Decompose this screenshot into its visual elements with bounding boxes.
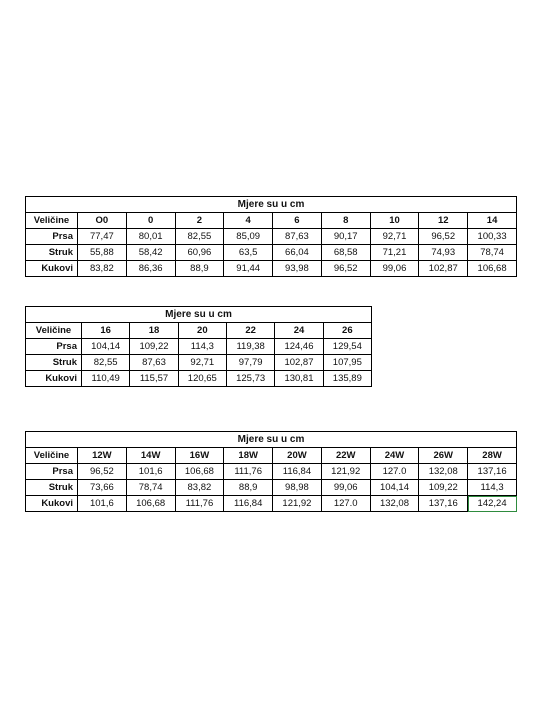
value-cell[interactable]: 82,55	[175, 229, 224, 245]
header-row	[26, 448, 517, 464]
header-row	[26, 323, 372, 339]
value-cell[interactable]: 63,5	[224, 245, 273, 261]
size-header-cell[interactable]: 6	[273, 213, 322, 229]
table-row	[26, 261, 517, 277]
value-cell[interactable]: 129,54	[323, 339, 371, 355]
value-cell[interactable]: 101,6	[126, 464, 175, 480]
size-header-cell[interactable]: 12	[419, 213, 468, 229]
value-cell[interactable]: 104,14	[82, 339, 130, 355]
size-header-cell[interactable]: 24	[275, 323, 323, 339]
value-cell[interactable]: 60,96	[175, 245, 224, 261]
value-cell[interactable]: 77,47	[78, 229, 127, 245]
value-cell[interactable]: 116,84	[224, 496, 273, 512]
row-label-cell[interactable]: Kukovi	[26, 496, 78, 512]
value-cell[interactable]: 68,58	[321, 245, 370, 261]
size-header-cell[interactable]: 24W	[370, 448, 419, 464]
value-cell[interactable]: 121,92	[273, 496, 322, 512]
value-cell[interactable]: 121,92	[321, 464, 370, 480]
size-header-cell[interactable]: 14	[468, 213, 517, 229]
size-header-cell[interactable]: 12W	[78, 448, 127, 464]
value-cell[interactable]: 109,22	[130, 339, 178, 355]
row-label-cell[interactable]: Struk	[26, 480, 78, 496]
value-cell[interactable]: 58,42	[126, 245, 175, 261]
value-cell[interactable]: 87,63	[130, 355, 178, 371]
value-cell[interactable]: 78,74	[126, 480, 175, 496]
value-cell[interactable]: 102,87	[275, 355, 323, 371]
value-cell[interactable]: 96,52	[321, 261, 370, 277]
value-cell[interactable]: 73,66	[78, 480, 127, 496]
value-cell[interactable]: 116,84	[273, 464, 322, 480]
value-cell[interactable]: 78,74	[468, 245, 517, 261]
size-header-cell[interactable]: 16	[82, 323, 130, 339]
value-cell[interactable]: 114,3	[468, 480, 517, 496]
size-header-cell[interactable]: 8	[321, 213, 370, 229]
size-header-cell[interactable]: 26	[323, 323, 371, 339]
value-cell[interactable]: 102,87	[419, 261, 468, 277]
value-cell[interactable]: 109,22	[419, 480, 468, 496]
table-title[interactable]: Mjere su u cm	[26, 432, 517, 448]
value-cell[interactable]: 97,79	[226, 355, 274, 371]
value-cell[interactable]: 80,01	[126, 229, 175, 245]
row-label-cell[interactable]: Kukovi	[26, 371, 82, 387]
value-cell[interactable]: 115,57	[130, 371, 178, 387]
value-cell[interactable]: 88,9	[224, 480, 273, 496]
size-header-cell[interactable]: O0	[78, 213, 127, 229]
size-header-cell[interactable]: 22	[226, 323, 274, 339]
value-cell[interactable]: 104,14	[370, 480, 419, 496]
value-cell[interactable]: 83,82	[175, 480, 224, 496]
value-cell[interactable]: 130,81	[275, 371, 323, 387]
value-cell[interactable]: 91,44	[224, 261, 273, 277]
size-table-1	[25, 196, 517, 277]
size-header-cell[interactable]: 0	[126, 213, 175, 229]
value-cell[interactable]: 71,21	[370, 245, 419, 261]
value-cell[interactable]: 132,08	[370, 496, 419, 512]
value-cell[interactable]: 87,63	[273, 229, 322, 245]
size-header-cell[interactable]: 18	[130, 323, 178, 339]
table-row	[26, 339, 372, 355]
value-cell[interactable]: 100,33	[468, 229, 517, 245]
value-cell[interactable]: 90,17	[321, 229, 370, 245]
table-row	[26, 229, 517, 245]
table-row	[26, 371, 372, 387]
value-cell[interactable]: 106,68	[126, 496, 175, 512]
value-cell[interactable]: 106,68	[175, 464, 224, 480]
value-cell[interactable]: 92,71	[370, 229, 419, 245]
header-label-cell[interactable]: Veličine	[26, 213, 78, 229]
value-cell[interactable]: 132,08	[419, 464, 468, 480]
value-cell[interactable]: 135,89	[323, 371, 371, 387]
value-cell[interactable]: 106,68	[468, 261, 517, 277]
size-header-cell[interactable]: 4	[224, 213, 273, 229]
size-header-cell[interactable]: 28W	[468, 448, 517, 464]
value-cell[interactable]: 96,52	[419, 229, 468, 245]
value-cell[interactable]: 127.0	[370, 464, 419, 480]
value-cell[interactable]: 83,82	[78, 261, 127, 277]
selected-value-cell[interactable]: 142,24	[468, 496, 517, 512]
row-label-cell[interactable]: Kukovi	[26, 261, 78, 277]
size-header-cell[interactable]: 14W	[126, 448, 175, 464]
row-label-cell[interactable]: Prsa	[26, 464, 78, 480]
value-cell[interactable]: 111,76	[224, 464, 273, 480]
size-header-cell[interactable]: 18W	[224, 448, 273, 464]
size-header-cell[interactable]: 16W	[175, 448, 224, 464]
size-header-cell[interactable]: 10	[370, 213, 419, 229]
table-row	[26, 464, 517, 480]
size-table-3	[25, 431, 517, 512]
value-cell[interactable]: 127.0	[321, 496, 370, 512]
header-row	[26, 213, 517, 229]
value-cell[interactable]: 114,3	[178, 339, 226, 355]
value-cell[interactable]: 107,95	[323, 355, 371, 371]
table-row	[26, 355, 372, 371]
row-label-cell[interactable]: Struk	[26, 355, 82, 371]
value-cell[interactable]: 101,6	[78, 496, 127, 512]
value-cell[interactable]: 82,55	[82, 355, 130, 371]
value-cell[interactable]: 110,49	[82, 371, 130, 387]
value-cell[interactable]: 111,76	[175, 496, 224, 512]
value-cell[interactable]: 96,52	[78, 464, 127, 480]
value-cell[interactable]: 85,09	[224, 229, 273, 245]
size-header-cell[interactable]: 2	[175, 213, 224, 229]
value-cell[interactable]: 92,71	[178, 355, 226, 371]
size-header-cell[interactable]: 22W	[321, 448, 370, 464]
value-cell[interactable]: 88,9	[175, 261, 224, 277]
value-cell[interactable]: 99,06	[321, 480, 370, 496]
value-cell[interactable]: 119,38	[226, 339, 274, 355]
value-cell[interactable]: 137,16	[468, 464, 517, 480]
value-cell[interactable]: 66,04	[273, 245, 322, 261]
value-cell[interactable]: 120,65	[178, 371, 226, 387]
size-header-cell[interactable]: 20W	[273, 448, 322, 464]
row-label-cell[interactable]: Prsa	[26, 229, 78, 245]
table-title[interactable]: Mjere su u cm	[26, 197, 517, 213]
size-header-cell[interactable]: 26W	[419, 448, 468, 464]
size-table-2	[25, 306, 372, 387]
value-cell[interactable]: 137,16	[419, 496, 468, 512]
value-cell[interactable]: 98,98	[273, 480, 322, 496]
header-label-cell[interactable]: Veličine	[26, 448, 78, 464]
value-cell[interactable]: 125,73	[226, 371, 274, 387]
table-row	[26, 496, 517, 512]
table-row	[26, 245, 517, 261]
size-header-cell[interactable]: 20	[178, 323, 226, 339]
value-cell[interactable]: 99,06	[370, 261, 419, 277]
row-label-cell[interactable]: Struk	[26, 245, 78, 261]
value-cell[interactable]: 124,46	[275, 339, 323, 355]
value-cell[interactable]: 86,36	[126, 261, 175, 277]
header-label-cell[interactable]: Veličine	[26, 323, 82, 339]
value-cell[interactable]: 74,93	[419, 245, 468, 261]
value-cell[interactable]: 55,88	[78, 245, 127, 261]
row-label-cell[interactable]: Prsa	[26, 339, 82, 355]
value-cell[interactable]: 93,98	[273, 261, 322, 277]
table-title[interactable]: Mjere su u cm	[26, 307, 372, 323]
table-row	[26, 480, 517, 496]
